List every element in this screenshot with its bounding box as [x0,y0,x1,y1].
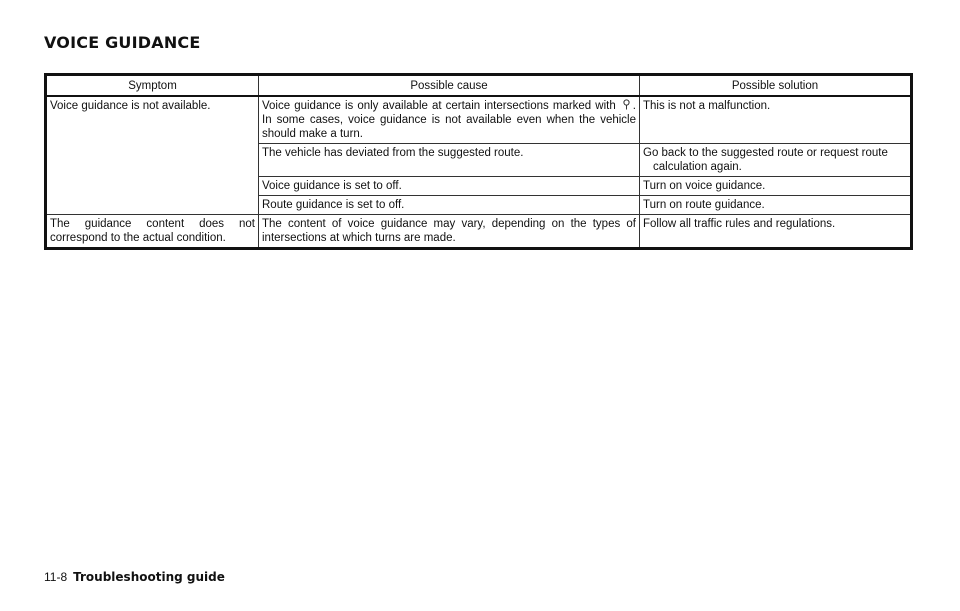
cause-text: Voice guidance is set to off. [262,180,402,192]
cause-text: The content of voice guidance may vary, depending on the types of intersections at which turns are made. [262,218,636,244]
guidance-point-icon [621,99,632,110]
symptom-text: Voice guidance is not available. [50,100,211,112]
cause-cell [259,177,640,196]
header-symptom: Symptom [46,75,259,97]
page-number: 11-8 [44,570,68,584]
solution-cell [640,96,912,144]
solution-text: Turn on route guidance. [643,199,765,211]
table-header-row [46,75,912,97]
cause-cell [259,215,640,249]
header-possible-cause: Possible cause [259,75,640,97]
cause-cell [259,196,640,215]
troubleshooting-table [44,73,913,250]
page-footer [44,570,225,584]
chapter-title: Troubleshooting guide [73,570,225,584]
solution-cell [640,177,912,196]
cause-text: Voice guidance is only available at certain intersections marked with [262,100,616,112]
solution-text: Turn on voice guidance. [643,180,766,192]
table-row [46,215,912,249]
symptom-cell [46,96,259,215]
table-row [46,96,912,144]
symptom-text: The guidance content does not correspond to the actual condition. [50,218,255,244]
symptom-cell [46,215,259,249]
solution-text: This is not a malfunction. [643,100,771,112]
solution-text: Follow all traffic rules and regulations. [643,218,836,230]
cause-text-continued: . In some cases, voice guidance is not available even when the vehicle should make a turn. [262,100,636,140]
solution-cell [640,196,912,215]
cause-cell [259,144,640,177]
solution-cell [640,215,912,249]
solution-text-continued: calculation again. [653,161,742,173]
cause-text: Route guidance is set to off. [262,199,405,211]
cause-cell [259,96,640,144]
header-possible-solution: Possible solution [640,75,912,97]
solution-text: Go back to the suggested route or request route [643,147,888,159]
section-title: VOICE GUIDANCE [44,33,201,52]
solution-cell [640,144,912,177]
cause-text: The vehicle has deviated from the suggested route. [262,147,524,159]
